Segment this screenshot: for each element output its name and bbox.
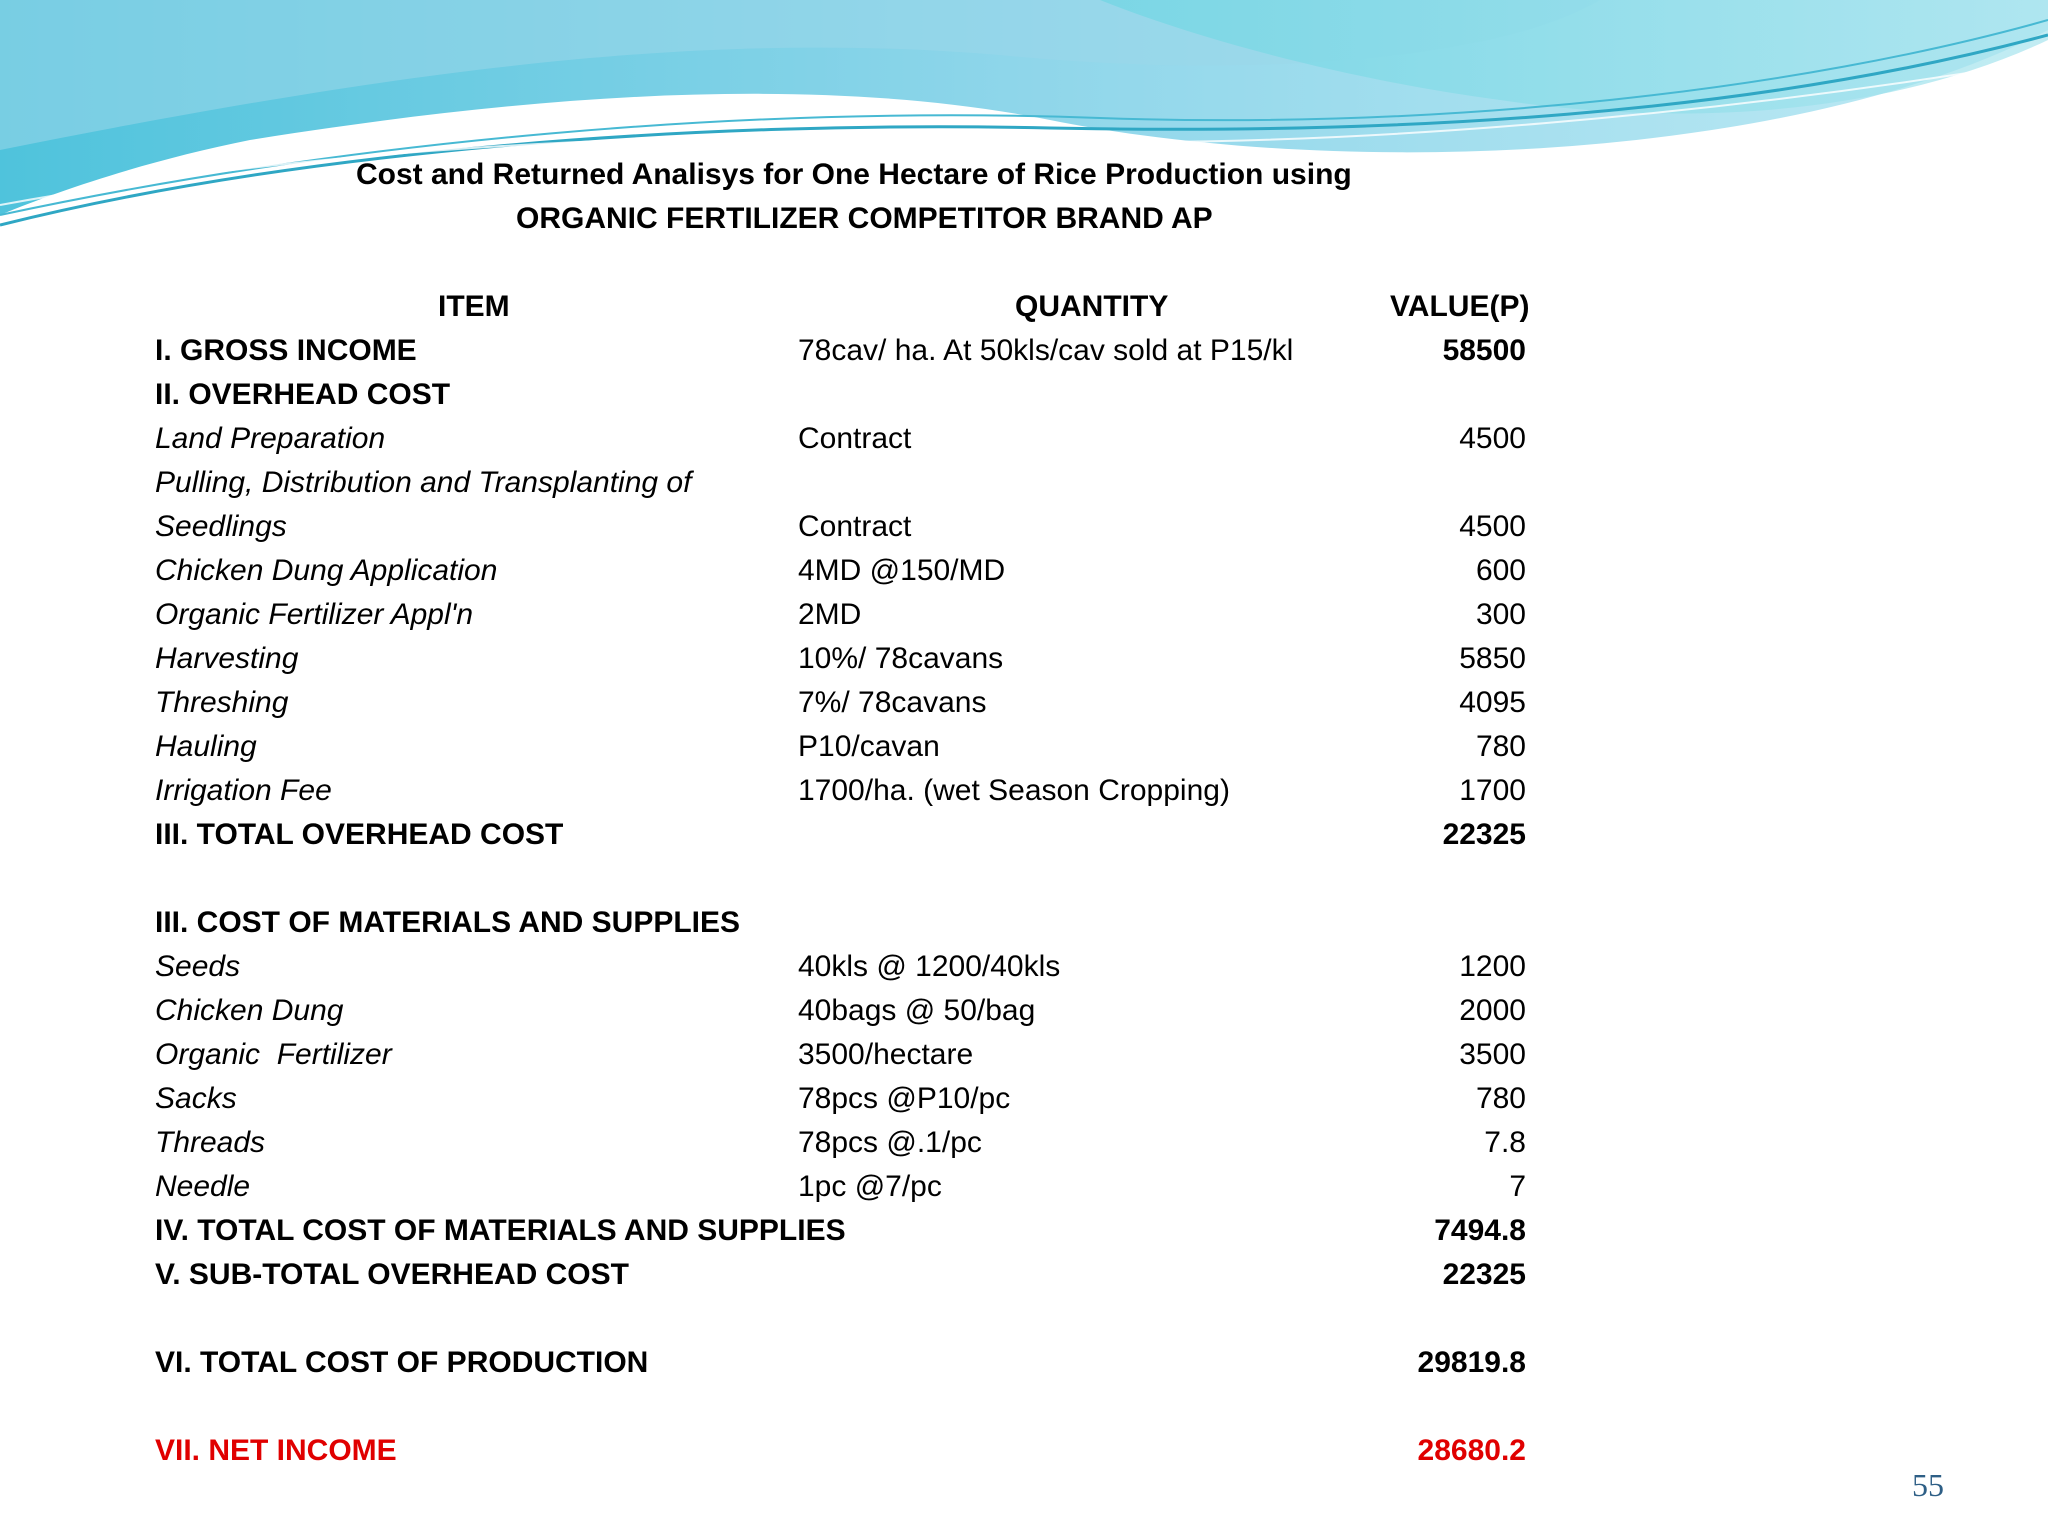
row-value: 7494.8 xyxy=(1434,1214,1526,1247)
row-item: III. TOTAL OVERHEAD COST xyxy=(155,818,564,851)
row-value: 2000 xyxy=(1459,994,1526,1027)
table-row xyxy=(0,510,2048,554)
row-item: Chicken Dung xyxy=(155,994,344,1027)
row-value: 5850 xyxy=(1459,642,1526,675)
row-item: V. SUB-TOTAL OVERHEAD COST xyxy=(155,1258,629,1291)
table-row xyxy=(0,1126,2048,1170)
row-item: Threads xyxy=(155,1126,266,1159)
table-row xyxy=(0,686,2048,730)
table-row xyxy=(0,598,2048,642)
row-value: 7.8 xyxy=(1484,1126,1526,1159)
row-value: 4500 xyxy=(1459,510,1526,543)
row-quantity: 3500/hectare xyxy=(798,1038,974,1071)
row-value: 3500 xyxy=(1459,1038,1526,1071)
row-quantity: 7%/ 78cavans xyxy=(798,686,987,719)
table-row xyxy=(0,1214,2048,1258)
row-quantity: 1pc @7/pc xyxy=(798,1170,942,1203)
row-item: II. OVERHEAD COST xyxy=(155,378,451,411)
row-item: Seeds xyxy=(155,950,241,983)
column-header-item: ITEM xyxy=(438,290,510,323)
table-row xyxy=(0,730,2048,774)
slide-title-line-2: ORGANIC FERTILIZER COMPETITOR BRAND AP xyxy=(516,202,1213,235)
row-item: IV. TOTAL COST OF MATERIALS AND SUPPLIES xyxy=(155,1214,846,1247)
row-value: 22325 xyxy=(1442,1258,1526,1291)
row-quantity: 2MD xyxy=(798,598,862,631)
table-row xyxy=(0,422,2048,466)
row-item: Sacks xyxy=(155,1082,237,1115)
table-row xyxy=(0,1082,2048,1126)
row-item: Seedlings xyxy=(155,510,287,543)
net-income-label: VII. NET INCOME xyxy=(155,1434,397,1467)
table-row xyxy=(0,818,2048,862)
row-item: Chicken Dung Application xyxy=(155,554,498,587)
row-value: 58500 xyxy=(1442,334,1526,367)
table-row xyxy=(0,1038,2048,1082)
row-value: 780 xyxy=(1475,730,1526,763)
row-item: Land Preparation xyxy=(155,422,386,455)
row-value: 1200 xyxy=(1459,950,1526,983)
row-quantity: Contract xyxy=(798,422,912,455)
column-header-quantity: QUANTITY xyxy=(1015,290,1169,323)
row-quantity: 78cav/ ha. At 50kls/cav sold at P15/kl xyxy=(798,334,1294,367)
row-item: Harvesting xyxy=(155,642,299,675)
row-item: Needle xyxy=(155,1170,251,1203)
row-quantity: 4MD @150/MD xyxy=(798,554,1006,587)
row-quantity: 78pcs @P10/pc xyxy=(798,1082,1011,1115)
row-value: 600 xyxy=(1475,554,1526,587)
row-value: 4095 xyxy=(1459,686,1526,719)
table-row xyxy=(0,994,2048,1038)
row-item: III. COST OF MATERIALS AND SUPPLIES xyxy=(155,906,741,939)
table-row xyxy=(0,642,2048,686)
table-row xyxy=(0,774,2048,818)
row-quantity: Contract xyxy=(798,510,912,543)
table-row xyxy=(0,378,2048,422)
row-item: Organic Fertilizer xyxy=(155,1038,392,1071)
table-row xyxy=(0,1434,2048,1478)
row-item: I. GROSS INCOME xyxy=(155,334,417,367)
row-item: Threshing xyxy=(155,686,289,719)
table-row xyxy=(0,1170,2048,1214)
table-row xyxy=(0,554,2048,598)
slide-title-line-1: Cost and Returned Analisys for One Hectare of Rice Production using xyxy=(356,158,1352,191)
column-header-value: VALUE(P) xyxy=(1390,290,1530,323)
row-quantity: 40kls @ 1200/40kls xyxy=(798,950,1061,983)
row-value: 1700 xyxy=(1459,774,1526,807)
page-number: 55 xyxy=(1912,1467,1944,1503)
row-item: VI. TOTAL COST OF PRODUCTION xyxy=(155,1346,649,1379)
table-row xyxy=(0,950,2048,994)
row-item: Hauling xyxy=(155,730,257,763)
row-value: 7 xyxy=(1509,1170,1526,1203)
row-value: 780 xyxy=(1475,1082,1526,1115)
row-quantity: P10/cavan xyxy=(798,730,940,763)
row-quantity: 10%/ 78cavans xyxy=(798,642,1004,675)
table-row xyxy=(0,334,2048,378)
row-quantity: 1700/ha. (wet Season Cropping) xyxy=(798,774,1230,807)
row-item: Irrigation Fee xyxy=(155,774,332,807)
row-quantity: 78pcs @.1/pc xyxy=(798,1126,982,1159)
row-value: 300 xyxy=(1475,598,1526,631)
row-quantity: 40bags @ 50/bag xyxy=(798,994,1036,1027)
row-value: 22325 xyxy=(1442,818,1526,851)
table-row xyxy=(0,466,2048,510)
table-row xyxy=(0,906,2048,950)
table-row xyxy=(0,1258,2048,1302)
net-income-value: 28680.2 xyxy=(1417,1434,1526,1467)
table-row xyxy=(0,1346,2048,1390)
row-value: 29819.8 xyxy=(1417,1346,1526,1379)
row-item: Pulling, Distribution and Transplanting of xyxy=(155,466,692,499)
row-value: 4500 xyxy=(1459,422,1526,455)
row-item: Organic Fertilizer Appl'n xyxy=(155,598,474,631)
